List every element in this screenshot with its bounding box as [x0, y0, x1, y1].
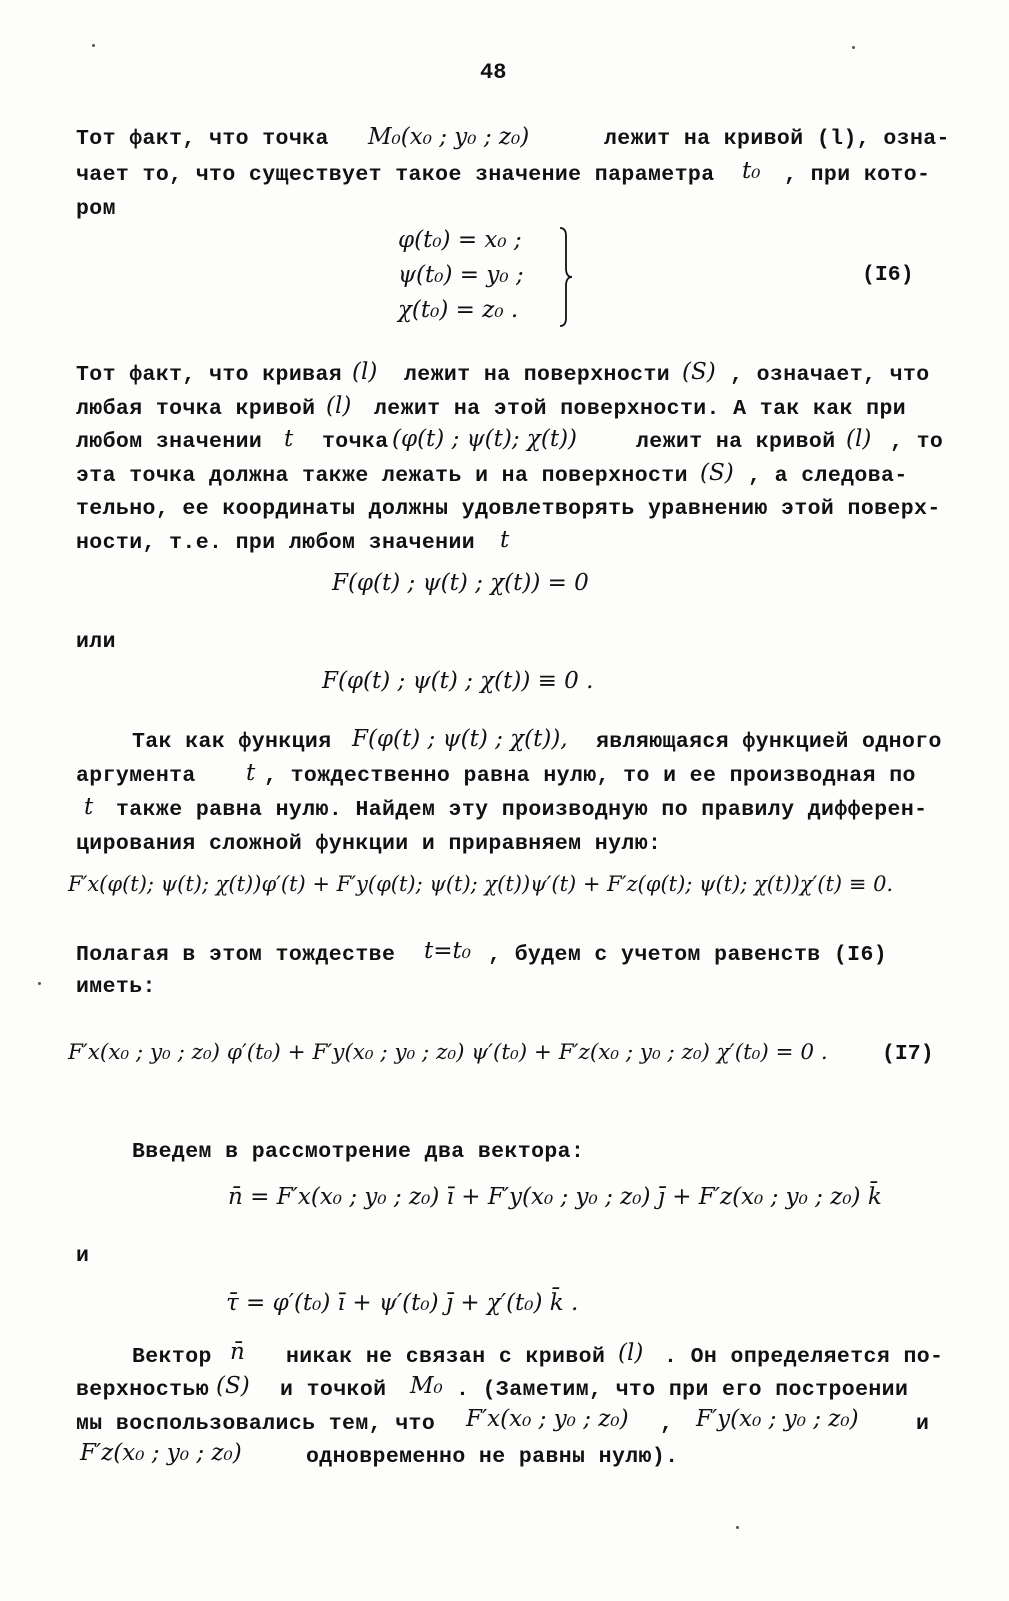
- curve-l-ref-2: (l): [326, 393, 352, 419]
- equation-17: F′x(x₀ ; y₀ ; z₀) φ′(t₀) + F′y(x₀ ; y₀ ; z₀) ψ′(t₀) + F′z(x₀ ; y₀ ; z₀) χ′(t₀) = 0 .: [68, 1040, 828, 1065]
- p5-l4-b: одновременно не равны нулю).: [306, 1445, 679, 1469]
- p1-line1: [76, 127, 329, 151]
- system16-eq2: ψ(t₀) = y₀ ;: [398, 262, 524, 288]
- point-M0-formula: M₀(x₀ ; y₀ ; z₀): [368, 124, 530, 150]
- surface-S-ref-1: (S): [682, 359, 716, 385]
- p1-line1-text-a: Тот факт, что точка: [76, 127, 329, 151]
- p5-l3-c: и: [916, 1412, 930, 1436]
- param-t-3: t: [246, 760, 256, 786]
- word-or: или: [76, 630, 116, 654]
- surface-S-ref-3: (S): [216, 1373, 250, 1399]
- function-F-composite: F(φ(t) ; ψ(t) ; χ(t)),: [352, 726, 568, 752]
- word-and: и: [76, 1244, 90, 1268]
- scan-speck: [38, 982, 41, 985]
- p3-l1-a: Так как функция: [132, 730, 332, 754]
- equation-chain-rule-identity: F′x(φ(t); ψ(t); χ(t))φ′(t) + F′y(φ(t); ψ(t); χ(t))ψ′(t) + F′z(φ(t); ψ(t); χ(t))χ′(t) ≡ 0.: [68, 872, 894, 896]
- p5-l2-a: верхностью: [76, 1378, 210, 1402]
- p2-l1-a: Тот факт, что кривая: [76, 363, 343, 387]
- p2-l3-c: лежит на кривой: [636, 430, 836, 454]
- p3-l2-b: , тождественно равна нулю, то и ее производная по: [264, 764, 916, 788]
- p1-line2-text-b: , при кото-: [784, 163, 931, 187]
- p2-l5: тельно, ее координаты должны удовлетворять уравнению этой поверх-: [76, 497, 941, 521]
- curve-l-ref-4: (l): [618, 1340, 644, 1366]
- curve-l-ref-3: (l): [846, 426, 872, 452]
- right-brace-icon: [558, 226, 574, 328]
- p2-l4-b: , а следова-: [748, 464, 908, 488]
- p5-l1-a: Вектор: [132, 1345, 212, 1369]
- p2-l3-d: , то: [890, 430, 944, 454]
- p2-l1-c: , означает, что: [730, 363, 930, 387]
- point-on-curve-formula: (φ(t) ; ψ(t); χ(t)): [392, 426, 578, 452]
- p5-l2-c: . (Заметим, что при его построении: [456, 1378, 909, 1402]
- partial-Fz-at-M0: F′z(x₀ ; y₀ ; z₀): [80, 1440, 242, 1466]
- p5-l3-b: ,: [660, 1412, 674, 1436]
- system16-eq3: χ(t₀) = z₀ .: [398, 297, 519, 323]
- p4-l1-b: , будем с учетом равенств (I6): [488, 943, 888, 967]
- p5-l2-b: и точкой: [280, 1378, 387, 1402]
- vector-n-ref: n̄: [230, 1339, 245, 1365]
- p2-l6-a: ности, т.е. при любом значении: [76, 531, 476, 555]
- p2-l1-b: лежит на поверхности: [404, 363, 671, 387]
- p5-l1-b: никак не связан с кривой: [286, 1345, 606, 1369]
- equation-vector-tau: τ̄ = φ′(t₀) ī + ψ′(t₀) j̄ + χ′(t₀) k̄ .: [226, 1290, 579, 1316]
- p5-l3-a: мы воспользовались тем, что: [76, 1412, 436, 1436]
- equation-vector-n: n̄ = F′x(x₀ ; y₀ ; z₀) ī + F′y(x₀ ; y₀ ; z₀) j̄ + F′z(x₀ ; y₀ ; z₀) k̄: [228, 1184, 882, 1210]
- p3-l2-a: аргумента: [76, 764, 196, 788]
- p2-l4-a: эта точка должна также лежать и на поверхности: [76, 464, 688, 488]
- param-t0: t₀: [742, 158, 761, 184]
- p3-l1-b: являющаяся функцией одного: [596, 730, 942, 754]
- p3-l4: цирования сложной функции и приравняем нулю:: [76, 832, 662, 856]
- p1-line1-text-b: лежит на кривой (l), озна-: [604, 127, 950, 151]
- equation-label-16: (I6): [862, 263, 914, 287]
- scan-speck: [736, 1526, 739, 1529]
- point-M0-ref: M₀: [410, 1373, 443, 1399]
- equation-F-identity-zero: F(φ(t) ; ψ(t) ; χ(t)) ≡ 0 .: [322, 668, 594, 694]
- param-t-2: t: [500, 527, 510, 553]
- p1-line2-text-a: чает то, что существует такое значение параметра: [76, 163, 715, 187]
- p2-l2-a: любая точка кривой: [76, 397, 316, 421]
- curve-l-ref-1: (l): [352, 359, 378, 385]
- p2-l3-b: точка: [322, 430, 389, 454]
- param-t-4: t: [84, 794, 94, 820]
- scan-speck: [852, 46, 855, 49]
- equation-F-equals-zero: F(φ(t) ; ψ(t) ; χ(t)) = 0: [332, 570, 589, 596]
- surface-S-ref-2: (S): [700, 460, 734, 486]
- page-number: 48: [480, 60, 507, 85]
- p2-l3-a: любом значении: [76, 430, 263, 454]
- p4-l2: иметь:: [76, 975, 156, 999]
- partial-Fx-at-M0: F′x(x₀ ; y₀ ; z₀): [466, 1406, 629, 1432]
- p1-line3: ром: [76, 197, 116, 221]
- substitution-t-equals-t0: t=t₀: [424, 938, 471, 964]
- param-t-1: t: [284, 426, 294, 452]
- scan-speck: [92, 44, 95, 47]
- intro-two-vectors: Введем в рассмотрение два вектора:: [132, 1140, 585, 1164]
- p5-l1-c: . Он определяется по-: [664, 1345, 944, 1369]
- p3-l3-b: также равна нулю. Найдем эту производную по правилу дифферен-: [116, 798, 928, 822]
- partial-Fy-at-M0: F′y(x₀ ; y₀ ; z₀): [696, 1406, 859, 1432]
- equation-label-17: (I7): [882, 1042, 934, 1066]
- system16-eq1: φ(t₀) = x₀ ;: [398, 227, 522, 253]
- p4-l1-a: Полагая в этом тождестве: [76, 943, 396, 967]
- p2-l2-b: лежит на этой поверхности. А так как при: [374, 397, 907, 421]
